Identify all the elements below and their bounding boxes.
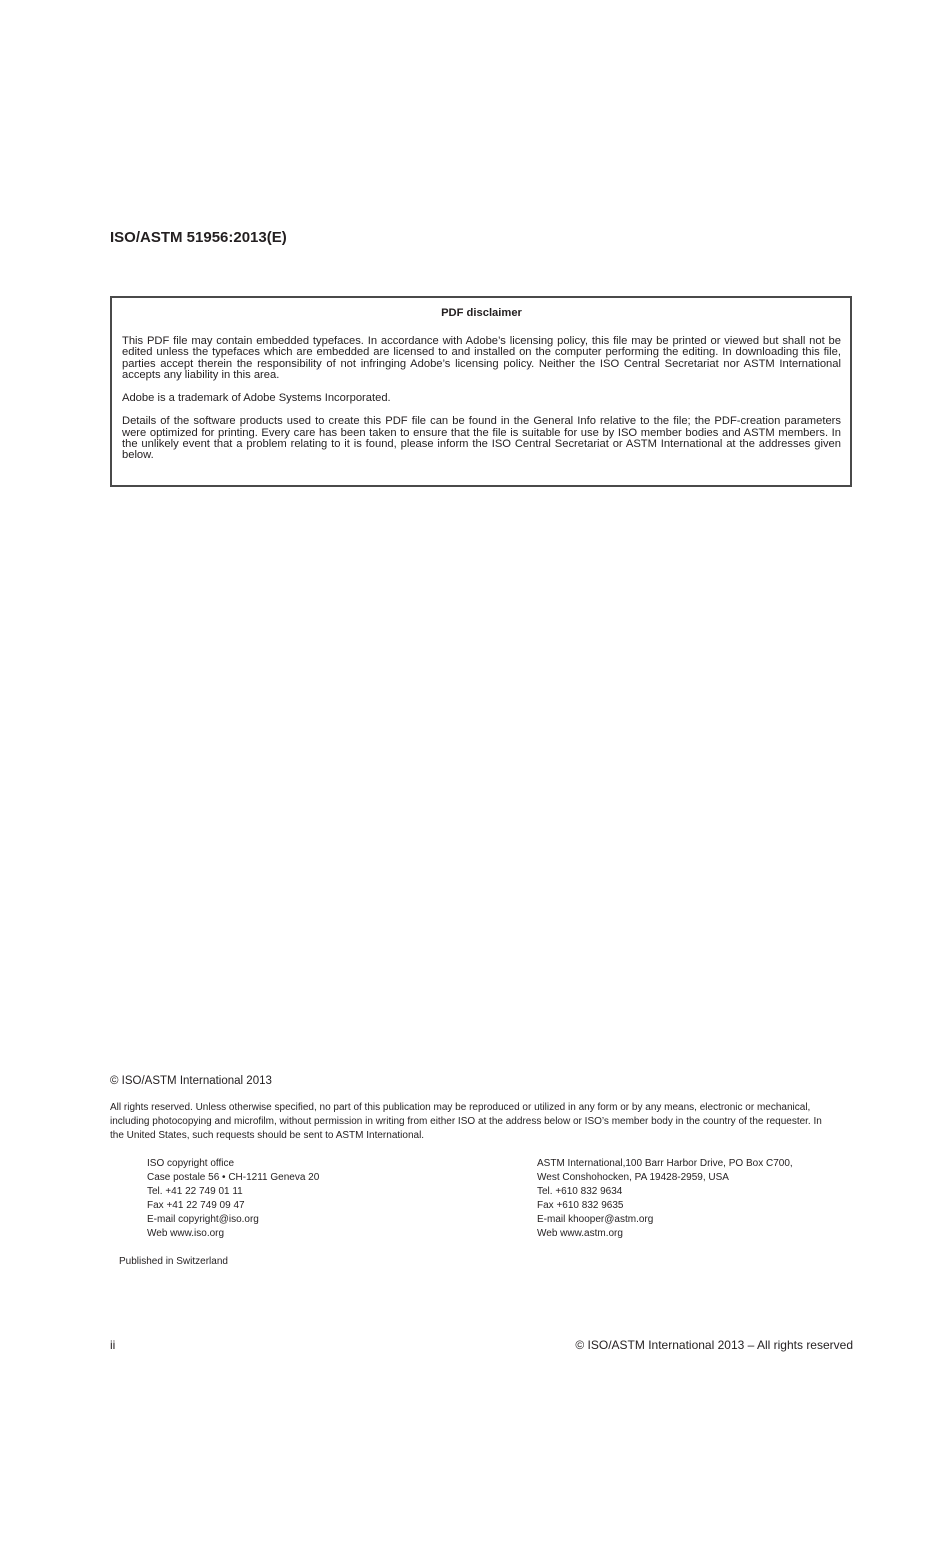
footer-copyright: © ISO/ASTM International 2013 – All rights reserved	[575, 1338, 853, 1352]
astm-telephone: Tel. +610 832 9634	[537, 1186, 623, 1197]
iso-postal-address: Case postale 56 • CH-1211 Geneva 20	[147, 1172, 320, 1183]
iso-fax: Fax +41 22 749 09 47	[147, 1200, 245, 1211]
document-id: ISO/ASTM 51956:2013(E)	[110, 229, 287, 246]
copyright-notice: © ISO/ASTM International 2013	[110, 1075, 272, 1087]
rights-reserved-text: All rights reserved. Unless otherwise specified, no part of this publication may be reproduced or utilized in any form or by any means, electronic or mechanical, including photocopying and microfilm, without permission in writing from either ISO at the address below or ISO’s member body in the country of the requester. In the United States, such requests should be sent to ASTM International.	[110, 1102, 822, 1141]
astm-city-address: West Conshohocken, PA 19428-2959, USA	[537, 1172, 729, 1183]
page-number: ii	[110, 1338, 116, 1352]
iso-web: Web www.iso.org	[147, 1228, 225, 1239]
astm-fax: Fax +610 832 9635	[537, 1200, 624, 1211]
astm-email: E-mail khooper@astm.org	[537, 1214, 654, 1225]
astm-web: Web www.astm.org	[537, 1228, 623, 1239]
disclaimer-paragraph-software: Details of the software products used to create this PDF file can be found in the General Info relative to the file; the PDF-creation parameters were optimized for printing. Every care has been taken to ensure that the file is suitable for use by ISO member bodies and ASTM members. In the unlikely event that a problem relating to it is found, please inform the ISO Central Secretariat or ASTM International at the addresses given below.	[122, 415, 841, 462]
pdf-disclaimer-box	[110, 296, 852, 487]
iso-office-name: ISO copyright office	[147, 1158, 235, 1169]
disclaimer-paragraph-typefaces: This PDF file may contain embedded typefaces. In accordance with Adobe’s licensing policy, this file may be printed or viewed but shall not be edited unless the typefaces which are embedded are licensed to and installed on the computer performing the editing. In downloading this file, parties accept therein the responsibility of not infringing Adobe’s licensing policy. Neither the ISO Central Secretariat nor ASTM International accepts any liability in this area.	[122, 335, 841, 381]
disclaimer-title: PDF disclaimer	[441, 307, 522, 319]
iso-address-block	[147, 1157, 319, 1241]
iso-email: E-mail copyright@iso.org	[147, 1214, 259, 1225]
published-location: Published in Switzerland	[119, 1256, 228, 1267]
disclaimer-paragraph-trademark: Adobe is a trademark of Adobe Systems Incorporated.	[122, 392, 391, 405]
iso-telephone: Tel. +41 22 749 01 11	[147, 1186, 243, 1197]
astm-address-block	[537, 1157, 793, 1241]
astm-street-address: ASTM International,100 Barr Harbor Drive, PO Box C700,	[537, 1158, 793, 1169]
